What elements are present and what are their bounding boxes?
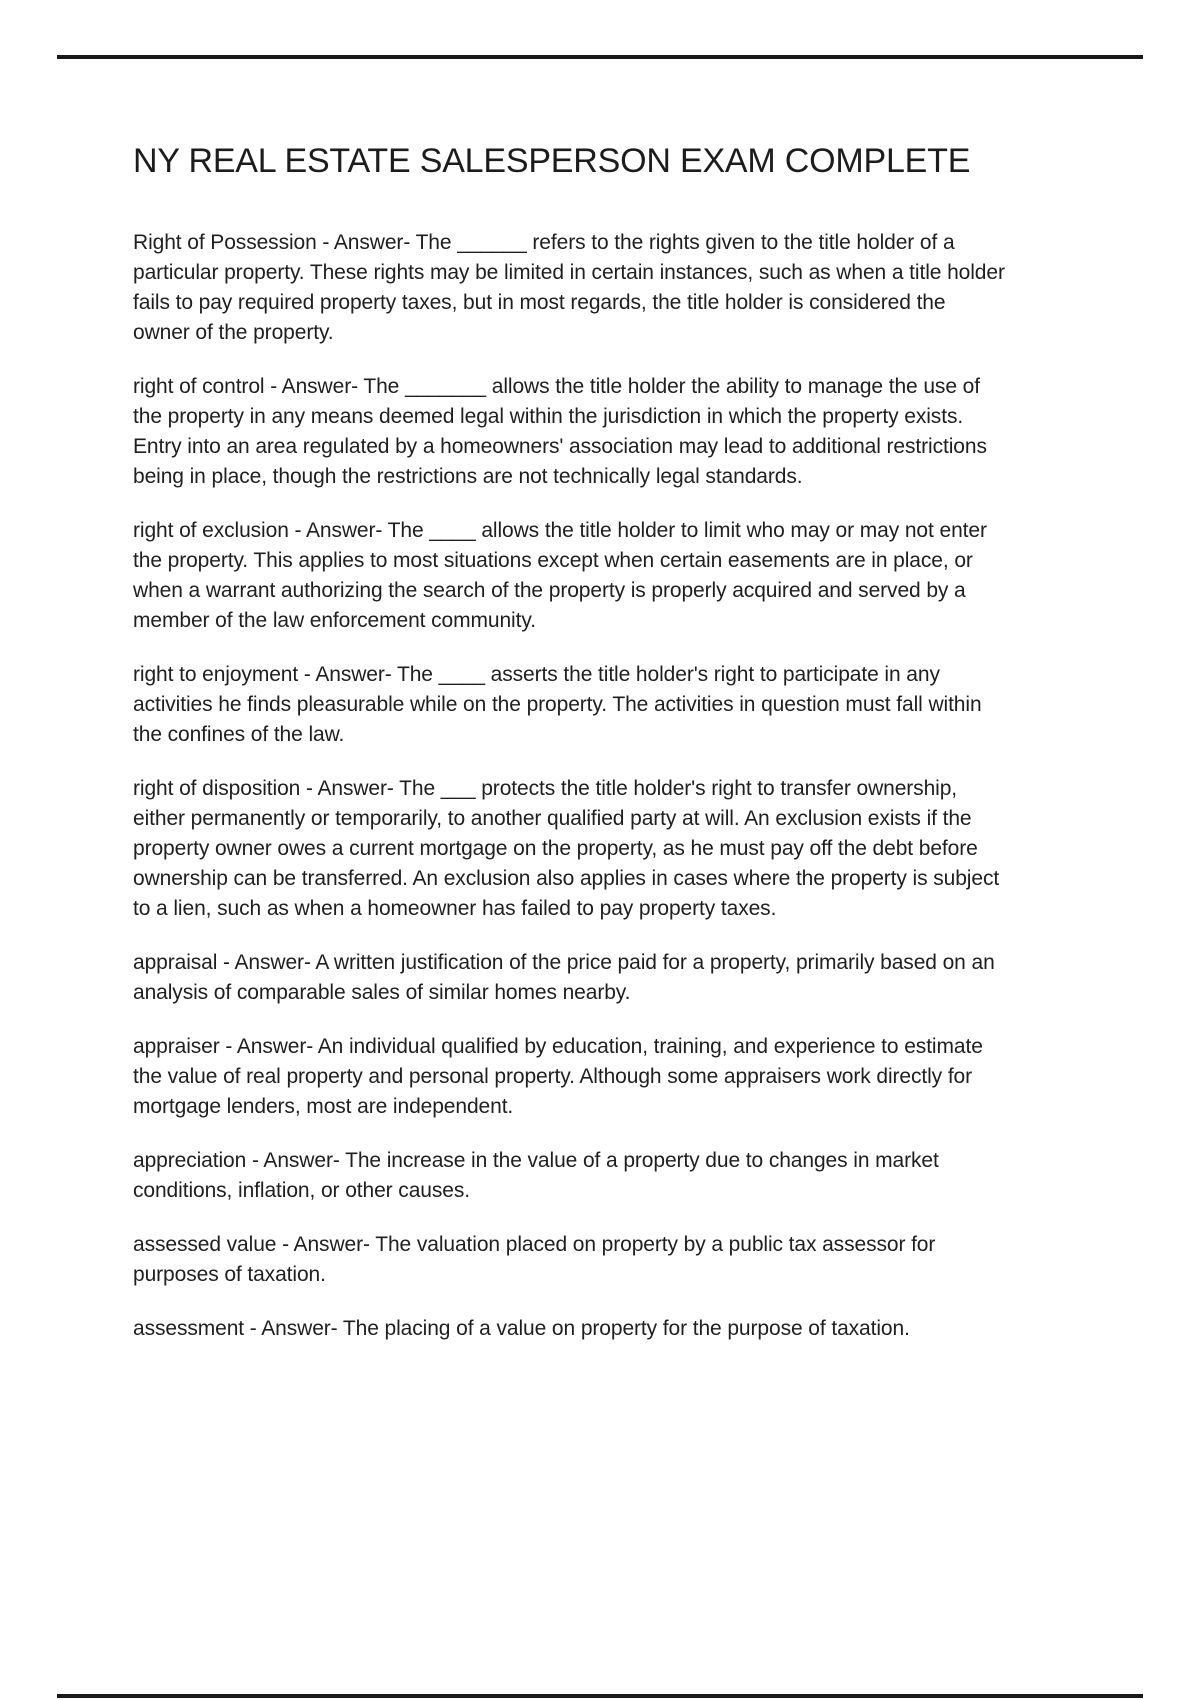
paragraph-appraiser: appraiser - Answer- An individual qualified by education, training, and experience to estimate the value of real property and personal property. Although some appraisers work directly for mortgage lenders, most are independent. xyxy=(133,1035,983,1118)
page-title: NY REAL ESTATE SALESPERSON EXAM COMPLETE xyxy=(133,142,971,180)
paragraph-appreciation: appreciation - Answer- The increase in the value of a property due to changes in market conditions, inflation, or other causes. xyxy=(133,1149,939,1202)
document-content xyxy=(133,0,1005,1368)
document-body xyxy=(133,228,1005,1344)
paragraph-assessed-value: assessed value - Answer- The valuation placed on property by a public tax assessor for purposes of taxation. xyxy=(133,1233,936,1286)
paragraph-assessment: assessment - Answer- The placing of a value on property for the purpose of taxation. xyxy=(133,1317,910,1340)
paragraph-right-of-possession: Right of Possession - Answer- The ______ refers to the rights given to the title holder of a particular property. These rights may be limited in certain instances, such as when a title holder fails to pay required property taxes, but in most regards, the title holder is considered the owner of the property. xyxy=(133,231,1005,344)
paragraph-appraisal: appraisal - Answer- A written justification of the price paid for a property, primarily based on an analysis of comparable sales of similar homes nearby. xyxy=(133,951,995,1004)
paragraph-right-to-enjoyment: right to enjoyment - Answer- The ____ asserts the title holder's right to participate in any activities he finds pleasurable while on the property. The activities in question must fall within the confines of the law. xyxy=(133,663,982,746)
paragraph-right-of-exclusion: right of exclusion - Answer- The ____ allows the title holder to limit who may or may not enter the property. This applies to most situations except when certain easements are in place, or when a warrant authorizing the search of the property is properly acquired and served by a member of the law enforcement community. xyxy=(133,519,987,632)
paragraph-right-of-control: right of control - Answer- The _______ allows the title holder the ability to manage the use of the property in any means deemed legal within the jurisdiction in which the property exists. Entry into an area regulated by a homeowners' association may lead to additional restrictions being in place, though the restrictions are not technically legal standards. xyxy=(133,375,987,488)
bottom-divider xyxy=(57,1694,1143,1698)
paragraph-right-of-disposition: right of disposition - Answer- The ___ protects the title holder's right to transfer ownership, either permanently or temporarily, to another qualified party at will. An exclusion exists if the property owner owes a current mortgage on the property, as he must pay off the debt before ownership can be transferred. An exclusion also applies in cases where the property is subject to a lien, such as when a homeowner has failed to pay property taxes. xyxy=(133,777,1000,920)
